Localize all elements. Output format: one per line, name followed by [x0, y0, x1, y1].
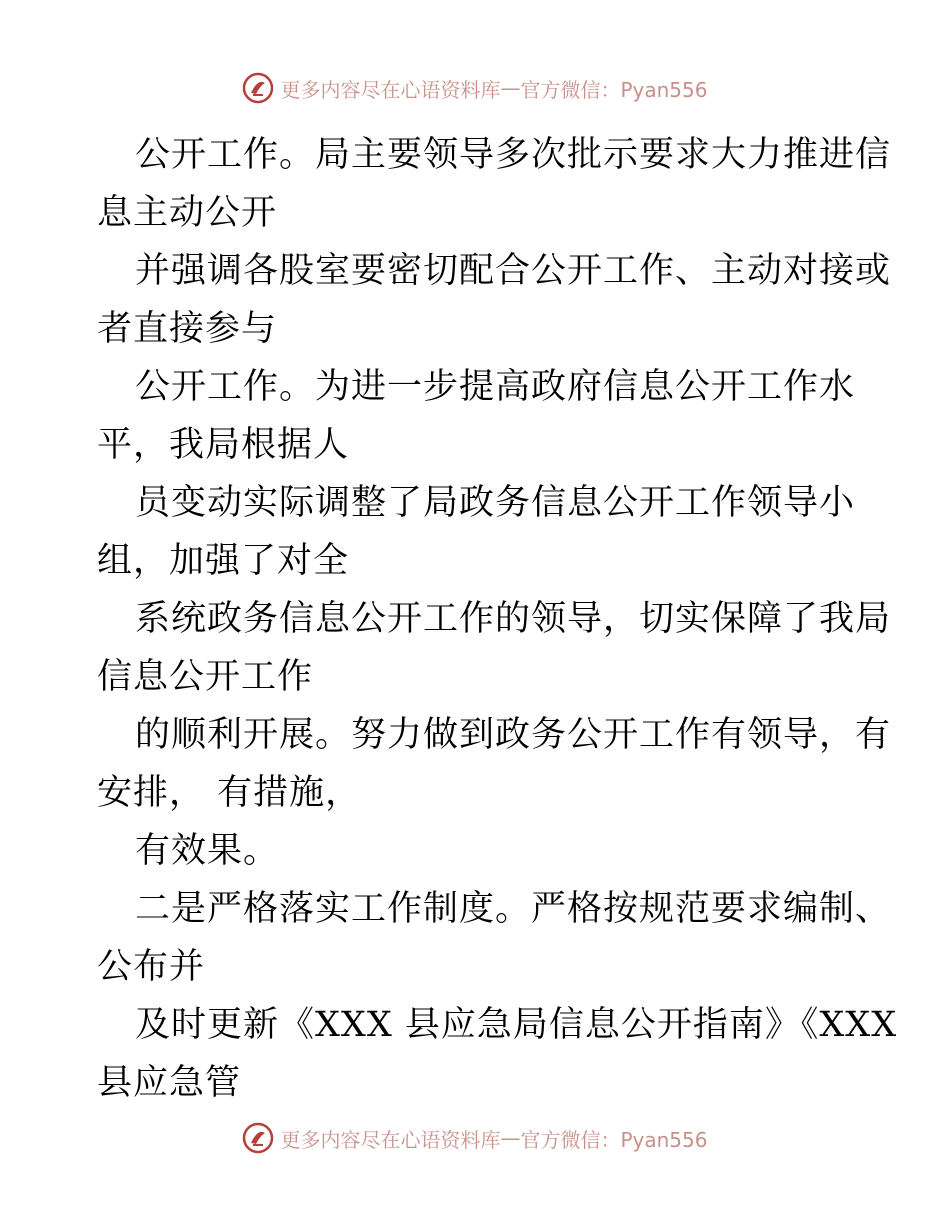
body-line: 县应急管 [97, 1063, 242, 1103]
body-line: 者直接参与 [97, 309, 278, 349]
body-line: 并强调各股室要密切配合公开工作、主动对接或 [135, 251, 892, 291]
document-body [97, 126, 898, 1112]
body-line: 平，我局根据人 [97, 425, 350, 465]
body-line: 公布并 [97, 947, 206, 987]
body-line: 安排， 有措施， [97, 773, 362, 813]
body-line: 有效果。 [135, 831, 280, 871]
body-line: 系统政务信息公开工作的领导，切实保障了我局 [135, 599, 892, 639]
header-site-text: 更多内容尽在心语资料库 [280, 77, 501, 102]
header-wechat-text: 官方微信：Pyan556 [520, 77, 708, 102]
brand-seal-icon [242, 1122, 274, 1154]
body-line: 员变动实际调整了局政务信息公开工作领导小 [135, 483, 856, 523]
body-line: 息主动公开 [97, 193, 278, 233]
body-line: 的顺利开展。努力做到政务公开工作有领导，有 [135, 715, 892, 755]
header-banner [0, 72, 950, 104]
body-line: 信息公开工作 [97, 657, 314, 697]
footer-banner [0, 1122, 950, 1154]
body-line: 及时更新《XXX 县应急局信息公开指南》《XXX [135, 1005, 898, 1045]
header-separator: — [500, 76, 521, 100]
footer-wechat-text: 官方微信：Pyan556 [520, 1127, 708, 1152]
footer-site-text: 更多内容尽在心语资料库 [280, 1127, 501, 1152]
footer-separator: — [500, 1126, 521, 1150]
body-line: 组，加强了对全 [97, 541, 350, 581]
body-line: 公开工作。局主要领导多次批示要求大力推进信 [135, 135, 892, 175]
body-line: 公开工作。为进一步提高政府信息公开工作水 [135, 367, 856, 407]
brand-seal-icon [242, 72, 274, 104]
body-line: 二是严格落实工作制度。严格按规范要求编制、 [135, 889, 892, 929]
